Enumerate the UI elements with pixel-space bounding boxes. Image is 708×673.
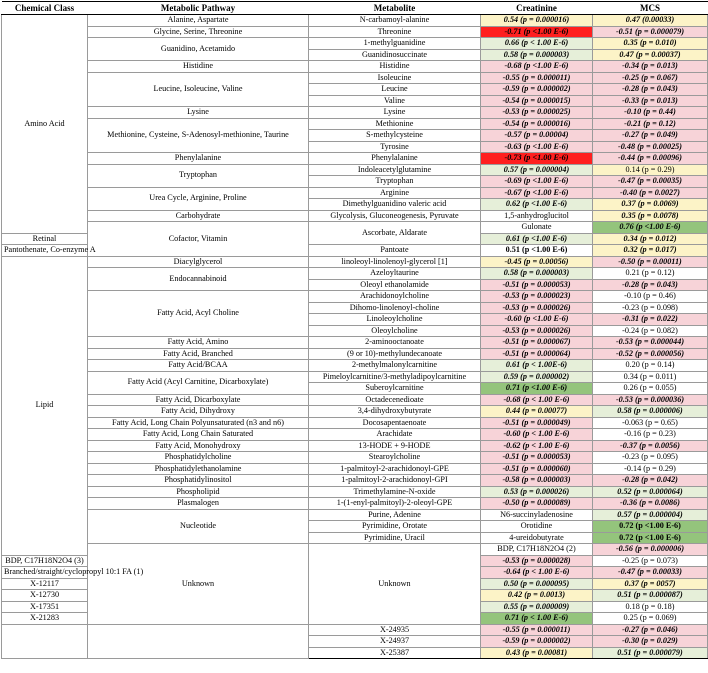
creatinine-value-cell: -0.45 (p = 0.00056) <box>481 256 593 268</box>
mcs-value-cell: 0.34 (p = 0.011) <box>593 371 708 383</box>
mcs-value-cell: 0.14 (p = 0.29) <box>593 164 708 176</box>
mcs-value-cell: 0.52 (p = 0.000064) <box>593 486 708 498</box>
metabolite-cell: X-24937 <box>309 636 481 648</box>
mcs-value-cell: 0.47 (p = 0.00037) <box>593 49 708 61</box>
metabolite-cell: Indoleacetylglutamine <box>309 164 481 176</box>
metabolite-cell: X-12730 <box>2 590 88 602</box>
creatinine-value-cell: -0.50 (p = 0.000089) <box>481 498 593 510</box>
creatinine-value-cell: -0.51 (p = 0.000053) <box>481 279 593 291</box>
metabolic-pathway-cell: Glycine, Serine, Threonine <box>88 26 309 38</box>
mcs-value-cell: -0.30 (p = 0.029) <box>593 636 708 648</box>
mcs-value-cell: -0.44 (p = 0.00096) <box>593 153 708 165</box>
creatinine-value-cell: 0.61 (p <1.00 E-6) <box>481 233 593 245</box>
creatinine-value-cell: -0.59 (p = 0.000002) <box>481 636 593 648</box>
metabolite-cell: Threonine <box>309 26 481 38</box>
creatinine-value-cell: -0.53 (p = 0.000026) <box>481 302 593 314</box>
creatinine-value-cell: -0.69 (p <1.00 E-6) <box>481 176 593 188</box>
metabolite-cell: BDP, C17H18N2O4 (2) <box>481 544 593 556</box>
mcs-value-cell: 0.26 (p = 0.055) <box>593 383 708 395</box>
creatinine-value-cell: 0.43 (p = 0.00081) <box>481 647 593 659</box>
mcs-value-cell: 0.35 (p = 0.010) <box>593 38 708 50</box>
mcs-value-cell: -0.21 (p = 0.12) <box>593 118 708 130</box>
creatinine-value-cell: -0.68 (p < 1.00 E-6) <box>481 394 593 406</box>
metabolite-cell: 1-palmitoyl-2-arachidonoyl-GPI <box>309 475 481 487</box>
metabolite-cell: X-25387 <box>309 647 481 659</box>
metabolite-cell: Retinal <box>2 233 88 245</box>
metabolic-pathway-cell: Fatty Acid (Acyl Carnitine, Dicarboxylate) <box>88 371 309 394</box>
metabolite-cell: Trimethylamine-N-oxide <box>309 486 481 498</box>
metabolite-cell: Linoleoylcholine <box>309 314 481 326</box>
creatinine-value-cell: 0.55 (p = 0.000009) <box>481 601 593 613</box>
metabolite-cell: 1-(1-enyl-palmitoyl)-2-oleoyl-GPE <box>309 498 481 510</box>
creatinine-value-cell: 0.53 (p = 0.000026) <box>481 486 593 498</box>
table-row <box>2 348 708 360</box>
header-row <box>2 2 708 15</box>
creatinine-value-cell: -0.64 (p < 1.00 E-6) <box>481 567 593 579</box>
creatinine-value-cell: 0.54 (p = 0.000016) <box>481 15 593 27</box>
creatinine-value-cell: -0.53 (p = 0.000026) <box>481 325 593 337</box>
creatinine-value-cell: 0.57 (p = 0.000004) <box>593 509 708 521</box>
metabolic-pathway-cell: Lysine <box>88 107 309 119</box>
mcs-value-cell: -0.28 (p = 0.043) <box>593 279 708 291</box>
creatinine-value-cell: 0.62 (p <1.00 E-6) <box>481 199 593 211</box>
metabolite-cell: Dihomo-linolenoyl-choline <box>309 302 481 314</box>
metabolite-cell: 1,5-anhydroglucitol <box>481 210 593 222</box>
creatinine-value-cell: -0.68 (p <1.00 E-6) <box>481 61 593 73</box>
metabolic-pathway-cell: Unknown <box>309 544 481 625</box>
mcs-value-cell: -0.28 (p = 0.043) <box>593 84 708 96</box>
creatinine-value-cell: -0.62 (p < 1.00 E-6) <box>481 440 593 452</box>
creatinine-value-cell: -0.67 (p <1.00 E-6) <box>481 187 593 199</box>
mcs-value-cell: -0.37 (p = 0.0056) <box>593 440 708 452</box>
metabolic-pathway-cell: Purine, Adenine <box>309 509 481 521</box>
chemical-class-cell <box>2 624 88 659</box>
creatinine-value-cell: 0.35 (p = 0.0078) <box>593 210 708 222</box>
metabolic-pathway-cell: Fatty Acid, Dicarboxylate <box>88 394 309 406</box>
table-row <box>2 222 708 234</box>
chemical-class-cell: Lipid <box>2 256 88 555</box>
creatinine-value-cell: -0.60 (p <1.00 E-6) <box>481 314 593 326</box>
metabolite-cell: X-21283 <box>2 613 88 625</box>
creatinine-value-cell: 0.58 (p = 0.000003) <box>481 49 593 61</box>
metabolite-cell: N-carbamoyl-alanine <box>309 15 481 27</box>
metabolite-cell: 3,4-dihydroxybutyrate <box>309 406 481 418</box>
creatinine-value-cell: -0.51 (p = 0.000053) <box>481 452 593 464</box>
metabolite-correlation-table <box>1 1 708 659</box>
metabolite-cell: Isoleucine <box>309 72 481 84</box>
mcs-value-cell: -0.23 (p = 0.098) <box>593 302 708 314</box>
table-header <box>2 2 708 15</box>
metabolite-cell: Guanidinosuccinate <box>309 49 481 61</box>
creatinine-value-cell: -0.63 (p <1.00 E-6) <box>481 141 593 153</box>
column-header-creatinine: Creatinine <box>481 2 593 15</box>
creatinine-value-cell: -0.57 (p = 0.00004) <box>481 130 593 142</box>
mcs-value-cell: 0.58 (p = 0.000006) <box>593 406 708 418</box>
table-row <box>2 187 708 199</box>
metabolite-cell: Tryptophan <box>309 176 481 188</box>
metabolic-pathway-cell: Alanine, Aspartate <box>88 15 309 27</box>
metabolite-cell: Stearoylcholine <box>309 452 481 464</box>
metabolite-cell: Histidine <box>309 61 481 73</box>
column-header-metabolic-pathway: Metabolic Pathway <box>88 2 309 15</box>
metabolite-cell: Methionine <box>309 118 481 130</box>
mcs-value-cell: -0.47 (p = 0.00033) <box>593 567 708 579</box>
metabolic-pathway-cell: Fatty Acid/BCAA <box>88 360 309 372</box>
mcs-value-cell: -0.47 (p = 0.00035) <box>593 176 708 188</box>
chemical-class-cell: Unknown <box>88 544 309 625</box>
metabolic-pathway-cell: Guanidino, Acetamido <box>88 38 309 61</box>
metabolite-cell: 4-ureidobutyrate <box>481 532 593 544</box>
metabolite-cell: Oleoylcholine <box>309 325 481 337</box>
metabolite-cell: X-12117 <box>2 578 88 590</box>
mcs-value-cell: -0.31 (p = 0.022) <box>593 314 708 326</box>
creatinine-value-cell: -0.56 (p = 0.000006) <box>593 544 708 556</box>
creatinine-value-cell: -0.71 (p <1.00 E-6) <box>481 26 593 38</box>
metabolic-pathway-cell: Fatty Acid, Monohydroxy <box>88 440 309 452</box>
table-row <box>2 72 708 84</box>
metabolite-cell: Arachidonoylcholine <box>309 291 481 303</box>
mcs-value-cell: 0.32 (p = 0.017) <box>593 245 708 257</box>
creatinine-value-cell: 0.71 (p <1.00 E-6) <box>481 383 593 395</box>
metabolite-cell: Arginine <box>309 187 481 199</box>
metabolite-cell: BDP, C17H18N2O4 (3) <box>2 555 88 567</box>
mcs-value-cell: -0.23 (p = 0.095) <box>593 452 708 464</box>
metabolic-pathway-cell <box>88 624 309 659</box>
mcs-value-cell: 0.20 (p = 0.14) <box>593 360 708 372</box>
table-row <box>2 452 708 464</box>
mcs-value-cell: 0.37 (p = 0057) <box>593 578 708 590</box>
table-row <box>2 486 708 498</box>
table-row <box>2 164 708 176</box>
table-row <box>2 440 708 452</box>
metabolic-pathway-cell: Methionine, Cysteine, S-Adenosyl-methionine, Taurine <box>88 118 309 153</box>
metabolic-pathway-cell: Fatty Acid, Long Chain Saturated <box>88 429 309 441</box>
table-row <box>2 360 708 372</box>
table-row <box>2 406 708 418</box>
table-row <box>2 61 708 73</box>
table-row <box>2 498 708 510</box>
table-row <box>2 417 708 429</box>
metabolite-cell: Oleoyl ethanolamide <box>309 279 481 291</box>
metabolite-cell: 1-methylguanidine <box>309 38 481 50</box>
creatinine-value-cell: 0.61 (p < 1.00E-6) <box>481 360 593 372</box>
metabolite-cell: Branched/straight/cyclopropyl 10:1 FA (1) <box>2 567 88 579</box>
mcs-value-cell: -0.34 (p = 0.013) <box>593 61 708 73</box>
metabolite-cell: Orotidine <box>481 521 593 533</box>
creatinine-value-cell: -0.73 (p <1.00 E-6) <box>481 153 593 165</box>
chemical-class-cell: Cofactor, Vitamin <box>88 222 309 257</box>
mcs-value-cell: -0.48 (p = 0.00025) <box>593 141 708 153</box>
creatinine-value-cell: -0.53 (p = 0.000028) <box>481 555 593 567</box>
metabolite-cell: Arachidate <box>309 429 481 441</box>
creatinine-value-cell: 0.51 (p <1.00 E-6) <box>481 245 593 257</box>
metabolic-pathway-cell: Fatty Acid, Branched <box>88 348 309 360</box>
mcs-value-cell: 0.18 (p = 0.18) <box>593 601 708 613</box>
metabolic-pathway-cell: Ascorbate, Aldarate <box>309 222 481 245</box>
metabolite-cell: Phenylalanine <box>309 153 481 165</box>
table-row <box>2 15 708 27</box>
mcs-value-cell: -0.063 (p = 0.65) <box>593 417 708 429</box>
metabolite-cell: Lysine <box>309 107 481 119</box>
mcs-value-cell: -0.14 (p = 0.29) <box>593 463 708 475</box>
metabolic-pathway-cell: Endocannabinoid <box>88 268 309 291</box>
table-row <box>2 291 708 303</box>
mcs-value-cell: -0.36 (p = 0.0086) <box>593 498 708 510</box>
metabolite-cell: 1-palmitoyl-2-arachidonoyl-GPE <box>309 463 481 475</box>
creatinine-value-cell: -0.53 (p = 0.000025) <box>481 107 593 119</box>
metabolic-pathway-cell: Plasmalogen <box>88 498 309 510</box>
metabolite-cell: 13-HODE + 9-HODE <box>309 440 481 452</box>
creatinine-value-cell: -0.58 (p = 0.000003) <box>481 475 593 487</box>
mcs-value-cell: -0.27 (p = 0.049) <box>593 130 708 142</box>
chemical-class-cell: Nucleotide <box>88 509 309 544</box>
creatinine-value-cell: -0.51 (p = 0.000067) <box>481 337 593 349</box>
creatinine-value-cell: 0.58 (p = 0.000003) <box>481 268 593 280</box>
metabolite-cell: N6-succinyladenosine <box>481 509 593 521</box>
metabolic-pathway-cell: Fatty Acid, Dihydroxy <box>88 406 309 418</box>
mcs-value-cell: 0.51 (p = 0.000079) <box>593 647 708 659</box>
mcs-value-cell: 0.37 (p = 0.0069) <box>593 199 708 211</box>
table-row <box>2 210 708 222</box>
creatinine-value-cell: -0.51 (p = 0.000060) <box>481 463 593 475</box>
column-header-chemical-class: Chemical Class <box>2 2 88 15</box>
metabolite-cell: Pimeloylcarnitine/3-methyladipoylcarnitine <box>309 371 481 383</box>
creatinine-value-cell: 0.42 (p = 0.0013) <box>481 590 593 602</box>
mcs-value-cell: 0.34 (p = 0.012) <box>593 233 708 245</box>
mcs-value-cell: 0.25 (p = 0.069) <box>593 613 708 625</box>
mcs-value-cell: -0.25 (p = 0.073) <box>593 555 708 567</box>
metabolic-pathway-cell: Phospholipid <box>88 486 309 498</box>
mcs-value-cell: -0.10 (p = 0.46) <box>593 291 708 303</box>
table-body <box>2 15 708 659</box>
metabolic-pathway-cell: Fatty Acid, Acyl Choline <box>88 291 309 337</box>
table-row <box>2 107 708 119</box>
metabolite-cell: Gulonate <box>481 222 593 234</box>
metabolite-cell: S-methylcysteine <box>309 130 481 142</box>
table-row <box>2 26 708 38</box>
table-row <box>2 337 708 349</box>
creatinine-value-cell: 0.59 (p = 0.000002) <box>481 371 593 383</box>
creatinine-value-cell: 0.50 (p = 0.000095) <box>481 578 593 590</box>
metabolic-pathway-cell: Pyrimidine, Orotate <box>309 521 481 533</box>
metabolite-cell: 2-aminooctanoate <box>309 337 481 349</box>
creatinine-value-cell: -0.54 (p = 0.000015) <box>481 95 593 107</box>
chemical-class-cell: Amino Acid <box>2 15 88 234</box>
metabolite-cell: Octadecenedioate <box>309 394 481 406</box>
metabolite-cell: Suberoylcarnitine <box>309 383 481 395</box>
metabolic-pathway-cell: Glycolysis, Gluconeogenesis, Pyruvate <box>309 210 481 222</box>
table-row <box>2 394 708 406</box>
mcs-value-cell: -0.28 (p = 0.042) <box>593 475 708 487</box>
metabolite-cell: Docosapentaenoate <box>309 417 481 429</box>
creatinine-value-cell: -0.51 (p = 0.000064) <box>481 348 593 360</box>
creatinine-value-cell: -0.60 (p < 1.00 E-6) <box>481 429 593 441</box>
mcs-value-cell: 0.47 (0.00033) <box>593 15 708 27</box>
metabolite-cell: Valine <box>309 95 481 107</box>
metabolic-pathway-cell: Fatty Acid, Amino <box>88 337 309 349</box>
metabolite-cell: linoleoyl-linolenoyl-glycerol [1] <box>309 256 481 268</box>
creatinine-value-cell: 0.72 (p <1.00 E-6) <box>593 521 708 533</box>
table-row <box>2 118 708 130</box>
table-row <box>2 153 708 165</box>
metabolic-pathway-cell: Phosphatidylinositol <box>88 475 309 487</box>
metabolic-pathway-cell: Phosphatidylethanolamine <box>88 463 309 475</box>
creatinine-value-cell: -0.55 (p = 0.000011) <box>481 72 593 84</box>
table-row <box>2 256 708 268</box>
metabolic-pathway-cell: Phenylalanine <box>88 153 309 165</box>
mcs-value-cell: -0.27 (p = 0.046) <box>593 624 708 636</box>
metabolic-pathway-cell: Pyrimidine, Uracil <box>309 532 481 544</box>
metabolite-cell: Tyrosine <box>309 141 481 153</box>
metabolite-cell: 2-methylmalonylcarnitine <box>309 360 481 372</box>
metabolite-cell: Dimethylguanidino valeric acid <box>309 199 481 211</box>
mcs-value-cell: -0.40 (p = 0.0027) <box>593 187 708 199</box>
metabolic-pathway-cell: Urea Cycle, Arginine, Proline <box>88 187 309 210</box>
mcs-value-cell: -0.16 (p = 0.23) <box>593 429 708 441</box>
mcs-value-cell: -0.33 (p = 0.013) <box>593 95 708 107</box>
creatinine-value-cell: 0.76 (p <1.00 E-6) <box>593 222 708 234</box>
mcs-value-cell: -0.10 (p = 0.44) <box>593 107 708 119</box>
mcs-value-cell: -0.51 (p = 0.000079) <box>593 26 708 38</box>
mcs-value-cell: 0.21 (p = 0.12) <box>593 268 708 280</box>
table-row <box>2 463 708 475</box>
creatinine-value-cell: -0.55 (p = 0.000011) <box>481 624 593 636</box>
mcs-value-cell: -0.52 (p = 0.000056) <box>593 348 708 360</box>
metabolite-cell: Pantoate <box>309 245 481 257</box>
table-row <box>2 624 708 636</box>
metabolic-pathway-cell: Pantothenate, Co-enzyme A <box>2 245 88 257</box>
mcs-value-cell: -0.24 (p = 0.082) <box>593 325 708 337</box>
metabolite-cell: Leucine <box>309 84 481 96</box>
mcs-value-cell: -0.53 (p = 0.000044) <box>593 337 708 349</box>
metabolite-cell: X-17351 <box>2 601 88 613</box>
metabolic-pathway-cell: Fatty Acid, Long Chain Polyunsaturated (n3 and n6) <box>88 417 309 429</box>
table-row <box>2 544 708 556</box>
mcs-value-cell: -0.53 (p = 0.000036) <box>593 394 708 406</box>
table-row <box>2 509 708 521</box>
table-row <box>2 371 708 383</box>
creatinine-value-cell: 0.44 (p = 0.00077) <box>481 406 593 418</box>
mcs-value-cell: -0.25 (p = 0.067) <box>593 72 708 84</box>
creatinine-value-cell: 0.57 (p = 0.000004) <box>481 164 593 176</box>
mcs-value-cell: -0.50 (p = 0.00011) <box>593 256 708 268</box>
creatinine-value-cell: 0.72 (p <1.00 E-6) <box>593 532 708 544</box>
metabolic-pathway-cell: Phosphatidylcholine <box>88 452 309 464</box>
metabolite-cell: Azeloyltaurine <box>309 268 481 280</box>
metabolic-pathway-cell: Leucine, Isoleucine, Valine <box>88 72 309 107</box>
creatinine-value-cell: -0.59 (p = 0.000002) <box>481 84 593 96</box>
metabolic-pathway-cell: Histidine <box>88 61 309 73</box>
creatinine-value-cell: 0.66 (p < 1.00 E-6) <box>481 38 593 50</box>
creatinine-value-cell: -0.53 (p = 0.000023) <box>481 291 593 303</box>
column-header-mcs: MCS <box>593 2 708 15</box>
mcs-value-cell: 0.51 (p = 0.000087) <box>593 590 708 602</box>
metabolic-pathway-cell: Tryptophan <box>88 164 309 187</box>
table-row <box>2 268 708 280</box>
column-header-metabolite: Metabolite <box>309 2 481 15</box>
table-row <box>2 38 708 50</box>
metabolic-pathway-cell: Diacylglycerol <box>88 256 309 268</box>
table-row <box>2 429 708 441</box>
table-row <box>2 475 708 487</box>
metabolite-cell: X-24935 <box>309 624 481 636</box>
creatinine-value-cell: -0.51 (p = 0.000049) <box>481 417 593 429</box>
creatinine-value-cell: -0.54 (p = 0.000016) <box>481 118 593 130</box>
chemical-class-cell: Carbohydrate <box>88 210 309 222</box>
metabolite-cell: (9 or 10)-methylundecanoate <box>309 348 481 360</box>
creatinine-value-cell: 0.71 (p < 1.00 E-6) <box>481 613 593 625</box>
